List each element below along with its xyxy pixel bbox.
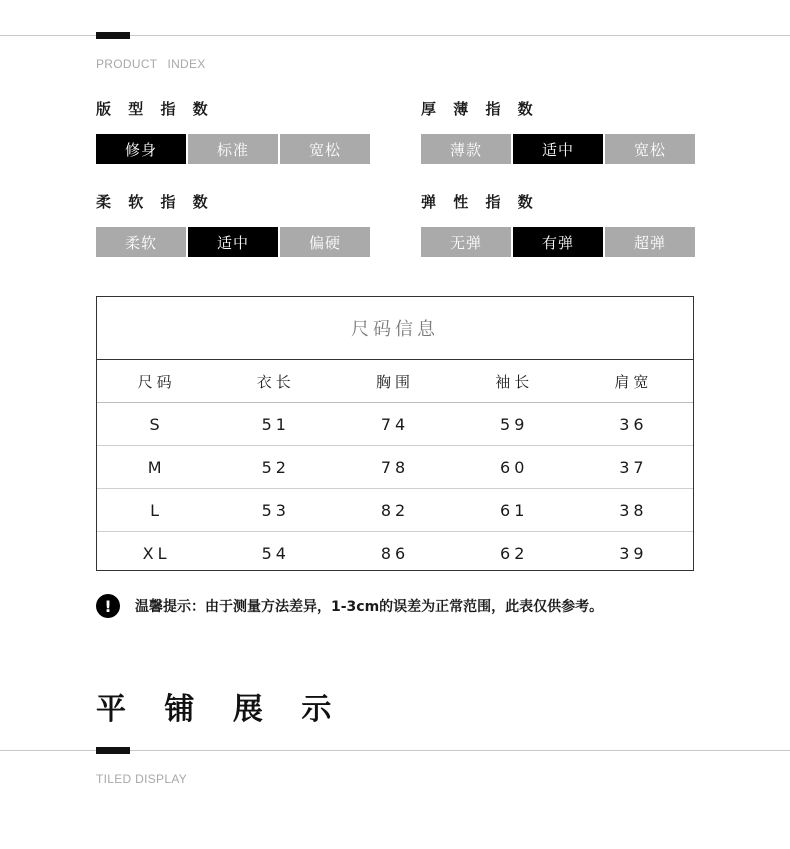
- softness-option-hard: 偏硬: [280, 227, 370, 257]
- table-cell: 51: [261, 414, 290, 434]
- table-cell: 86: [380, 543, 410, 563]
- table-cell: 36: [619, 414, 648, 434]
- elasticity-option-none: 无弹: [421, 227, 511, 257]
- thickness-index-title: 厚 薄 指 数: [421, 100, 539, 118]
- subtitle-word: INDEX: [167, 57, 206, 71]
- table-cell: 37: [619, 457, 648, 477]
- header-length: 衣长: [256, 372, 295, 391]
- table-row: [97, 446, 693, 489]
- fit-index-options: [96, 134, 372, 164]
- header-sleeve: 袖长: [495, 372, 534, 391]
- table-row: [97, 489, 693, 532]
- fit-option-loose: 宽松: [280, 134, 370, 164]
- table-cell: 82: [380, 500, 410, 520]
- fit-index-title: 版 型 指 数: [96, 100, 214, 118]
- fit-option-slim: 修身: [96, 134, 186, 164]
- elasticity-option-super: 超弹: [605, 227, 695, 257]
- subtitle-word: PRODUCT: [96, 57, 158, 71]
- table-cell: 61: [500, 500, 529, 520]
- table-cell: 39: [619, 543, 648, 563]
- table-cell: 62: [500, 543, 529, 563]
- softness-option-medium: 适中: [188, 227, 278, 257]
- softness-option-soft: 柔软: [96, 227, 186, 257]
- thickness-option-loose: 宽松: [605, 134, 695, 164]
- table-cell: XL: [142, 543, 171, 563]
- product-index-subtitle: [96, 57, 206, 71]
- table-cell: 60: [500, 457, 529, 477]
- softness-index-title: 柔 软 指 数: [96, 193, 214, 211]
- bottom-accent-bar: [96, 747, 130, 754]
- thickness-option-medium: 适中: [513, 134, 603, 164]
- table-row: [97, 532, 693, 574]
- size-table: [96, 296, 694, 571]
- elasticity-index-title: 弹 性 指 数: [421, 193, 539, 211]
- table-header-row: [97, 360, 693, 403]
- exclamation-icon: !: [96, 594, 120, 618]
- tiled-display-title: 平 铺 展 示: [96, 692, 346, 727]
- table-cell: 54: [261, 543, 290, 563]
- table-cell: S: [149, 414, 164, 434]
- table-cell: 53: [261, 500, 290, 520]
- table-cell: 78: [380, 457, 410, 477]
- thickness-index-options: [421, 134, 697, 164]
- table-cell: 59: [500, 414, 529, 434]
- table-cell: 38: [619, 500, 648, 520]
- header-shoulder: 肩宽: [614, 372, 653, 391]
- table-row: [97, 403, 693, 446]
- thickness-option-thin: 薄款: [421, 134, 511, 164]
- tiled-display-subtitle: TILED DISPLAY: [96, 772, 188, 786]
- top-accent-bar: [96, 32, 130, 39]
- table-cell: 74: [380, 414, 410, 434]
- measurement-notice: [96, 594, 603, 618]
- header-size: 尺码: [137, 372, 176, 391]
- notice-text: 温馨提示：由于测量方法差异，1-3cm的误差为正常范围，此表仅供参考。: [135, 599, 604, 615]
- table-cell: 52: [261, 457, 290, 477]
- softness-index-options: [96, 227, 372, 257]
- header-chest: 胸围: [376, 372, 415, 391]
- size-table-title: 尺码信息: [97, 297, 693, 360]
- elasticity-option-stretch: 有弹: [513, 227, 603, 257]
- elasticity-index-options: [421, 227, 697, 257]
- table-cell: M: [147, 457, 166, 477]
- fit-option-standard: 标准: [188, 134, 278, 164]
- table-cell: L: [150, 500, 164, 520]
